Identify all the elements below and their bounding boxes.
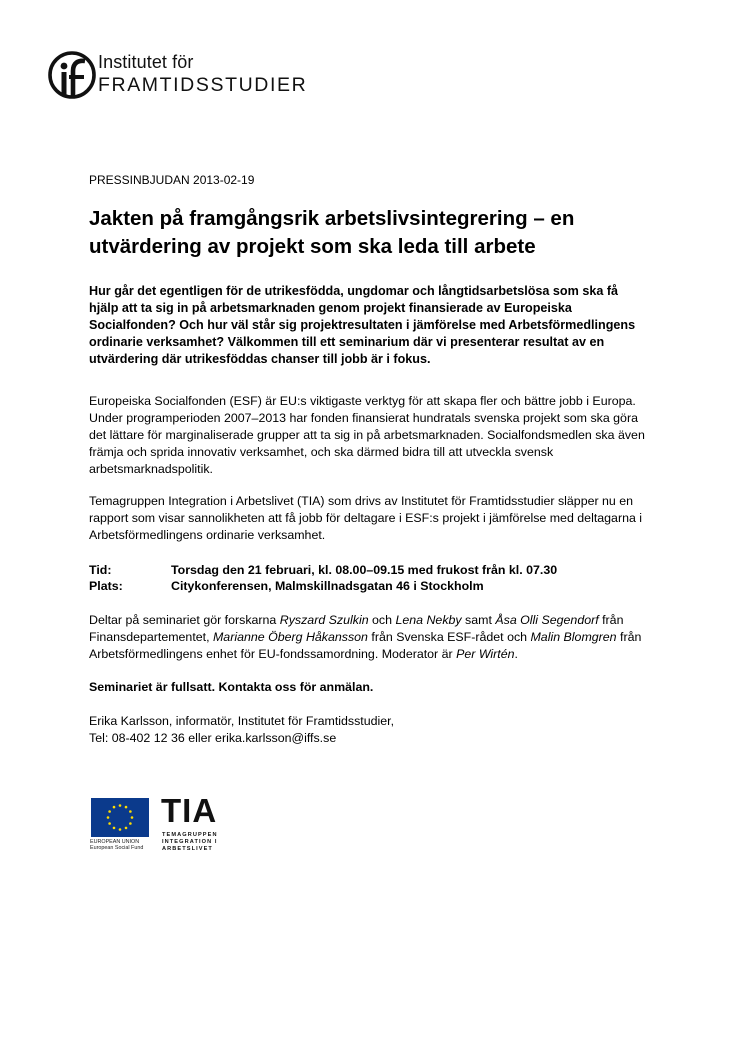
tia-caption-line1: TEMAGRUPPEN (162, 832, 218, 838)
body-paragraph-esf: Europeiska Socialfonden (ESF) är EU:s viktigaste verktyg för att skapa fler och bättre jobb i Europa. Under programperioden 2007–2013 har fonden finansierat hundratals svenska projekt som ska göra det lättare för marginaliserade grupper att ta sig in på arbetsmarknaden. Socialfondsmedlen ska även främja och sprida innovativ verksamhet, och ska därmed bidra till att utveckla svensk arbetsmarknadspolitik. (89, 394, 645, 476)
eu-logo (90, 798, 152, 860)
eu-star (119, 828, 122, 831)
eu-star (125, 806, 128, 809)
body-paragraph-tia: Temagruppen Integration i Arbetslivet (TIA) som drivs av Institutet för Framtidsstudier släpper nu en rapport som visar sannolikheten att få jobb för deltagare i ESF:s projekt i jämförelse med deltagarna i Arbetsförmedlingens ordinarie verksamhet. (89, 494, 643, 542)
participants-text: samt (461, 613, 496, 627)
time-label: Tid: (89, 563, 112, 577)
moderator-name: Per Wirtén (456, 647, 515, 661)
participants-text: från Arbetsförmedlingens enhet för EU-fondssamordning. Moderator är (89, 630, 642, 661)
document-title: Jakten på framgångsrik arbetslivsintegrering – en utvärdering av projekt som ska leda till arbete (89, 207, 575, 258)
participants-text: och (368, 613, 396, 627)
tia-caption-line3: ARBETSLIVET (162, 846, 213, 852)
participant-name: Åsa Olli Segendorf (495, 613, 599, 627)
place-label: Plats: (89, 579, 123, 593)
tia-wordmark: TIA (161, 792, 218, 829)
full-notice: Seminariet är fullsatt. Kontakta oss för anmälan. (89, 680, 374, 694)
contact-line: Tel: 08-402 12 36 eller erika.karlsson@iffs.se (89, 731, 337, 745)
eu-caption (90, 839, 156, 851)
eu-flag (91, 798, 149, 837)
participants-paragraph (89, 612, 645, 663)
event-info (89, 562, 649, 594)
logo-text-institutet: Institutet för (98, 52, 194, 72)
contact-line: Erika Karlsson, informatör, Institutet för Framtidsstudier, (89, 714, 395, 728)
tia-caption (162, 832, 218, 853)
participants-text: . (514, 647, 518, 661)
eu-star (113, 806, 116, 809)
participant-name: Ryszard Szulkin (279, 613, 369, 627)
eu-caption-line2: European Social Fund (90, 845, 144, 852)
time-value: Torsdag den 21 februari, kl. 08.00–09.15 med frukost från kl. 07.30 (171, 563, 558, 577)
eu-star (107, 816, 110, 819)
eu-star (113, 827, 116, 830)
place-value: Citykonferensen, Malmskillnadsgatan 46 i Stockholm (171, 579, 484, 593)
eu-star (108, 822, 111, 825)
event-time-row (89, 562, 649, 578)
eu-caption-line1: EUROPEAN UNION (90, 839, 140, 845)
iffs-logo (47, 47, 347, 103)
tia-logo (161, 792, 241, 865)
eu-star (108, 810, 111, 813)
eu-stars-icon (91, 798, 149, 837)
tia-caption-line2: INTEGRATION I (162, 839, 218, 845)
participants-text: från Svenska ESF-rådet och (367, 630, 531, 644)
participant-name: Malin Blomgren (530, 630, 617, 644)
iffs-logo-mark-icon (47, 49, 97, 101)
participants-text: från Finansdepartementet, (89, 613, 624, 644)
participant-name: Marianne Öberg Håkansson (212, 630, 368, 644)
eu-star (131, 816, 134, 819)
lead-paragraph: Hur går det egentligen för de utrikesfödda, ungdomar och långtidsarbetslösa som ska få hjälp att ta sig in på arbetsmarknaden genom projekt finansierade av Europeiska Socialfonden? Och hur väl står sig projektresultaten i jämförelse med Arbetsförmedlingens ordinarie verksamhet? Välkommen till ett seminarium där vi presenterar resultat av en utvärdering där utrikesföddas chanser till jobb är i fokus. (89, 284, 636, 366)
logo-text-framtidsstudier: FRAMTIDSSTUDIER (98, 74, 308, 96)
eu-star (119, 804, 122, 807)
event-place-row (89, 578, 649, 594)
contact-block (89, 713, 645, 747)
eu-star (125, 827, 128, 830)
eu-star (129, 810, 132, 813)
press-label: PRESSINBJUDAN 2013-02-19 (89, 173, 255, 187)
eu-star (129, 822, 132, 825)
participants-text: Deltar på seminariet gör forskarna (89, 613, 280, 627)
participant-name: Lena Nekby (395, 613, 462, 627)
